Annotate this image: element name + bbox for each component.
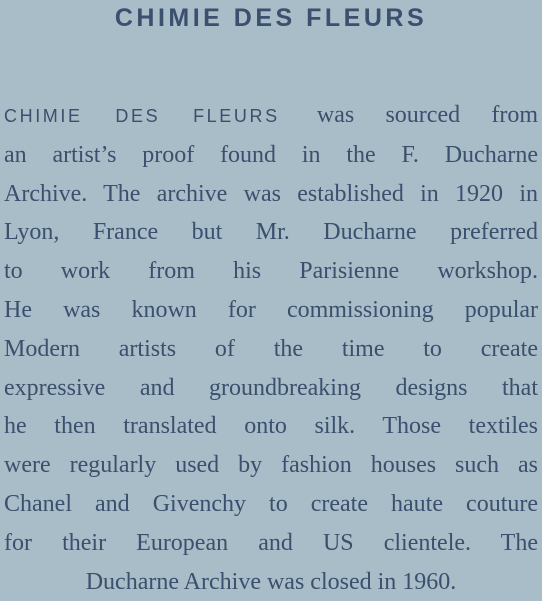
body-line-9: he then translated onto silk. Those textiles bbox=[4, 413, 538, 440]
body-line-8: expressive and groundbreaking designs that bbox=[4, 374, 538, 401]
body-line-11: Chanel and Givenchy to create haute couture bbox=[4, 490, 538, 517]
body-line-3: Archive. The archive was established in 1920 in bbox=[4, 180, 538, 207]
body-line-10: were regularly used by fashion houses such as bbox=[4, 452, 538, 479]
body-line-7: Modern artists of the time to create bbox=[4, 335, 538, 362]
body-line-13: Ducharne Archive was closed in 1960. bbox=[85, 568, 457, 595]
body-line-2: an artist’s proof found in the F. Ducharne bbox=[4, 141, 538, 168]
body-line-5: to work from his Parisienne workshop. bbox=[4, 258, 538, 285]
lead-name: CHIMIE DES FLEURS bbox=[4, 106, 280, 126]
body-line-12: for their European and US clientele. The bbox=[4, 529, 538, 556]
body-text bbox=[4, 96, 538, 601]
body-line-4: Lyon, France but Mr. Ducharne preferred bbox=[4, 219, 538, 246]
body-line-1: CHIMIE DES FLEURS was sourced from bbox=[4, 102, 538, 128]
page-title: CHIMIE DES FLEURS bbox=[114, 4, 428, 32]
body-line-6: He was known for commissioning popular bbox=[4, 296, 538, 323]
